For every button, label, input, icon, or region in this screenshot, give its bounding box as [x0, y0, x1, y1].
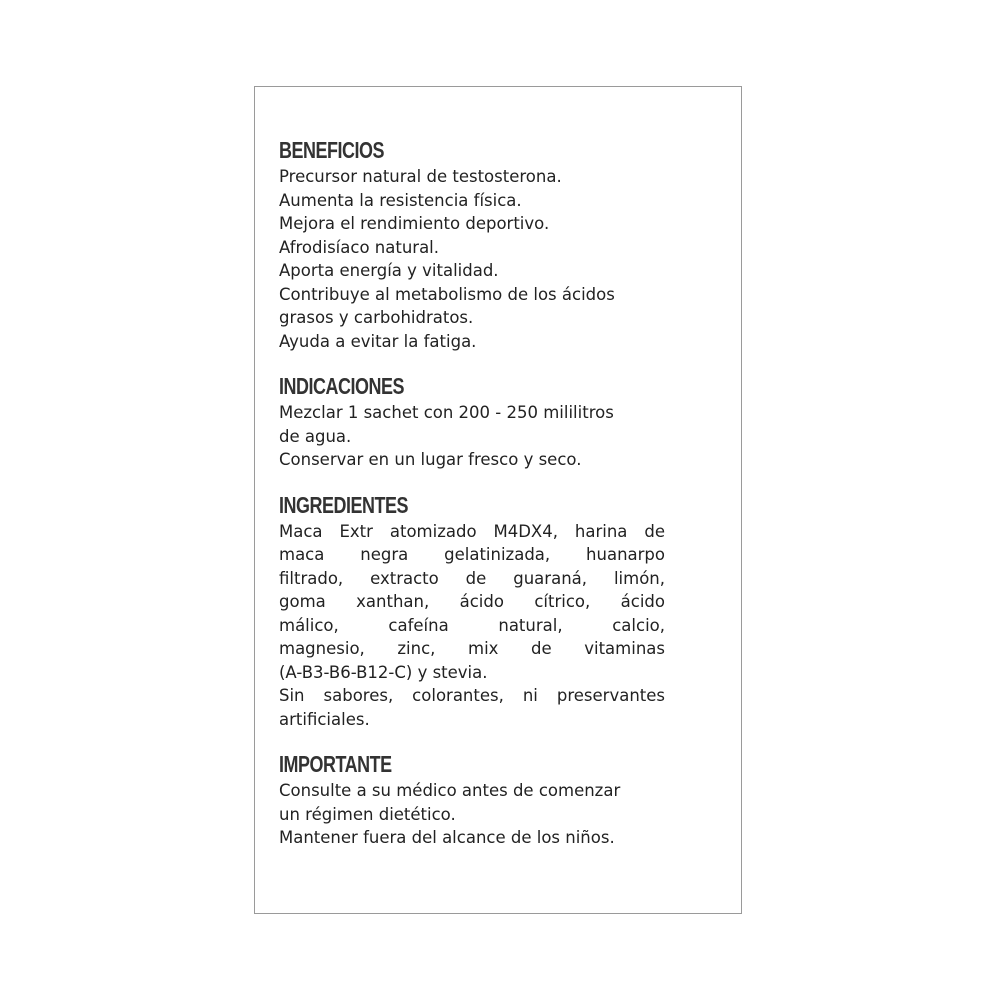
section-title-importante: IMPORTANTE	[279, 751, 392, 777]
text-line: Consulte a su médico antes de comenzar	[279, 781, 621, 800]
text-line: Sin sabores, colorantes, ni preservantes	[279, 686, 665, 705]
text-line: de agua.	[279, 426, 352, 446]
section-title-indicaciones: INDICACIONES	[279, 373, 404, 399]
text-line: Ayuda a evitar la fatiga.	[279, 331, 477, 351]
text-line: Aporta energía y vitalidad.	[279, 261, 499, 280]
text-line: goma xanthan, ácido cítrico, ácido	[279, 592, 665, 611]
section-title-beneficios: BENEFICIOS	[279, 137, 384, 163]
text-line: un régimen dietético.	[279, 804, 456, 824]
text-line: (A-B3-B6-B12-C) y stevia.	[279, 662, 488, 682]
text-line: filtrado, extracto de guaraná, limón,	[279, 568, 665, 588]
section-indicaciones	[279, 373, 665, 472]
section-body-indicaciones	[279, 401, 665, 472]
section-title-ingredientes: INGREDIENTES	[279, 491, 408, 518]
text-line: Mejora el rendimiento deportivo.	[279, 214, 550, 233]
text-line: Conservar en un lugar fresco y seco.	[279, 450, 582, 469]
text-line: Afrodisíaco natural.	[279, 237, 440, 257]
section-body-ingredientes	[279, 520, 665, 732]
product-label-card	[254, 86, 742, 914]
section-importante	[279, 751, 665, 850]
text-line: maca negra gelatinizada, huanarpo	[279, 545, 665, 564]
text-line: Maca Extr atomizado M4DX4, harina de	[279, 521, 665, 541]
text-line: magnesio, zinc, mix de vitaminas	[279, 639, 665, 658]
section-ingredientes	[279, 492, 665, 732]
section-body-beneficios	[279, 165, 665, 353]
text-line: artificiales.	[279, 709, 370, 729]
text-line: málico, cafeína natural, calcio,	[279, 615, 665, 635]
text-line: Mezclar 1 sachet con 200 - 250 mililitros	[279, 403, 614, 422]
text-line: Precursor natural de testosterona.	[279, 167, 562, 186]
text-line: grasos y carbohidratos.	[279, 308, 474, 327]
text-line: Aumenta la resistencia física.	[279, 190, 522, 210]
text-line: Contribuye al metabolismo de los ácidos	[279, 284, 615, 304]
section-beneficios	[279, 137, 665, 353]
label-content	[279, 137, 665, 870]
section-body-importante	[279, 779, 665, 850]
text-line: Mantener fuera del alcance de los niños.	[279, 828, 615, 847]
